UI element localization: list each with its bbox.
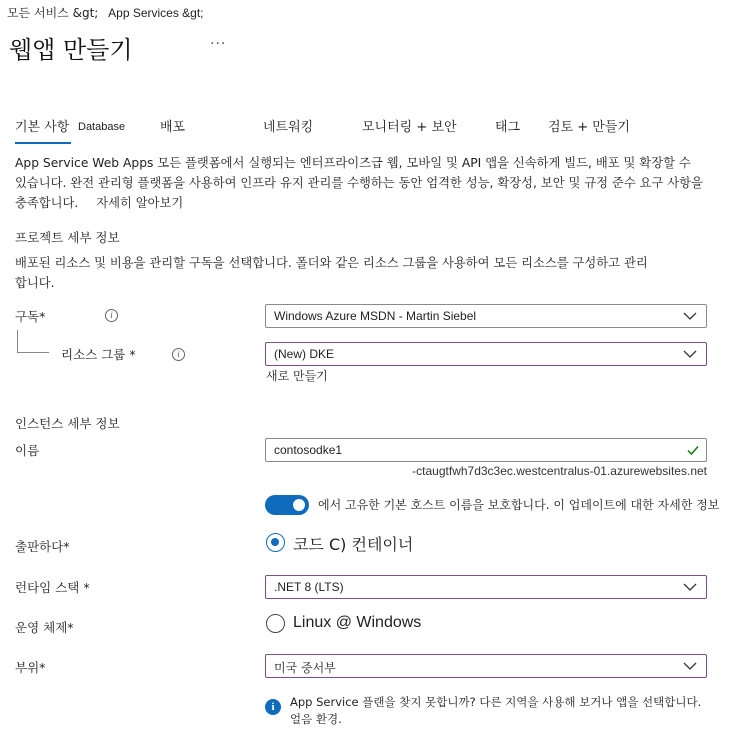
instance-details-heading: 인스턴스 세부 정보 xyxy=(15,416,120,431)
project-details-heading: 프로젝트 세부 정보 xyxy=(15,230,120,245)
region-select[interactable] xyxy=(265,654,707,678)
resource-group-select[interactable] xyxy=(265,342,707,366)
project-details-description: 배포된 리소스 및 비용을 관리할 구독을 선택합니다. 폴더와 같은 리소스 그룹을 사용하여 모든 리소스를 구성하고 관리합니다. xyxy=(15,256,648,290)
more-options-icon[interactable]: ··· xyxy=(210,36,227,52)
os-linux-radio[interactable] xyxy=(266,614,285,633)
active-tab-indicator xyxy=(15,142,71,144)
hostname-suffix: -ctaugtfwh7d3c3ec.westcentralus-01.azurewebsites.net xyxy=(412,464,707,478)
publish-label: 출판하다* xyxy=(15,539,70,554)
intro-description xyxy=(15,153,705,213)
tab-review-create[interactable]: 검토 + 만들기 xyxy=(548,120,630,135)
page-title: 웹앱 만들기 xyxy=(9,36,133,64)
name-value: contosodke1 xyxy=(274,443,343,457)
publish-option-text: 코드 C) 컨테이너 xyxy=(293,535,414,554)
unique-hostname-text: 에서 고유한 기본 호스트 이름을 보호합니다. 이 업데이트에 대한 자세한 정보 xyxy=(318,498,720,512)
resource-group-label: 리소스 그룹 * xyxy=(61,347,136,362)
os-label: 운영 체제* xyxy=(15,620,74,635)
region-note: App Service 플랜을 찾지 못합니까? 다른 지역을 사용해 보거나 앱을 선택합니다. 얼음 환경. xyxy=(290,695,702,726)
os-option-text: Linux @ Windows xyxy=(293,614,422,631)
learn-more-link[interactable]: 자세히 알아보기 xyxy=(96,196,184,210)
chevron-down-icon xyxy=(683,310,697,322)
breadcrumb-all-services[interactable]: 모든 서비스 &gt; xyxy=(7,6,99,20)
tab-monitoring-security[interactable]: 모니터링 + 보안 xyxy=(362,120,457,135)
toggle-knob xyxy=(293,499,305,511)
runtime-stack-value: .NET 8 (LTS) xyxy=(274,580,344,594)
region-value: 미국 중서부 xyxy=(274,661,336,675)
intro-text: App Service Web Apps 모든 플랫폼에서 실행되는 엔터프라이즈급 웹, 모바일 및 API 앱을 신속하게 빌드, 배포 및 확장할 수 있습니다. 완전 관리형 플랫폼을 사용하여 인프라 유지 관리를 수행하는 동안 엄격한 성능, 확장성, 보안 및 규정 준수 요구 사항을 충족합니다. xyxy=(15,156,703,210)
tab-basics[interactable]: 기본 사항 xyxy=(15,120,70,135)
runtime-stack-select[interactable] xyxy=(265,575,707,599)
chevron-down-icon xyxy=(683,660,697,672)
region-label: 부위* xyxy=(15,660,46,675)
subscription-label: 구독* xyxy=(15,309,46,324)
breadcrumb xyxy=(7,4,210,21)
publish-code-radio[interactable] xyxy=(266,533,285,552)
tab-database[interactable]: Database xyxy=(78,121,126,133)
tab-deployment[interactable]: 배포 xyxy=(160,120,186,135)
chevron-down-icon xyxy=(683,581,697,593)
chevron-down-icon xyxy=(683,348,697,360)
tree-connector-branch xyxy=(17,352,49,353)
unique-hostname-toggle[interactable] xyxy=(265,495,309,515)
runtime-stack-label: 런타임 스택 * xyxy=(15,580,90,595)
create-new-link[interactable]: 새로 만들기 xyxy=(266,369,328,383)
info-icon[interactable]: i xyxy=(172,348,185,361)
checkmark-icon xyxy=(686,443,700,457)
subscription-value: Windows Azure MSDN - Martin Siebel xyxy=(274,309,477,323)
info-filled-icon: i xyxy=(265,699,281,715)
name-label: 이름 xyxy=(15,443,40,458)
tab-networking[interactable]: 네트워킹 xyxy=(263,120,314,135)
subscription-select[interactable] xyxy=(265,304,707,328)
name-input[interactable] xyxy=(265,438,707,462)
info-icon[interactable]: i xyxy=(105,309,118,322)
tab-tags[interactable]: 태그 xyxy=(495,120,521,135)
breadcrumb-app-services[interactable]: App Services &gt; xyxy=(108,6,204,20)
resource-group-value: (New) DKE xyxy=(274,347,335,361)
tree-connector xyxy=(17,330,18,352)
